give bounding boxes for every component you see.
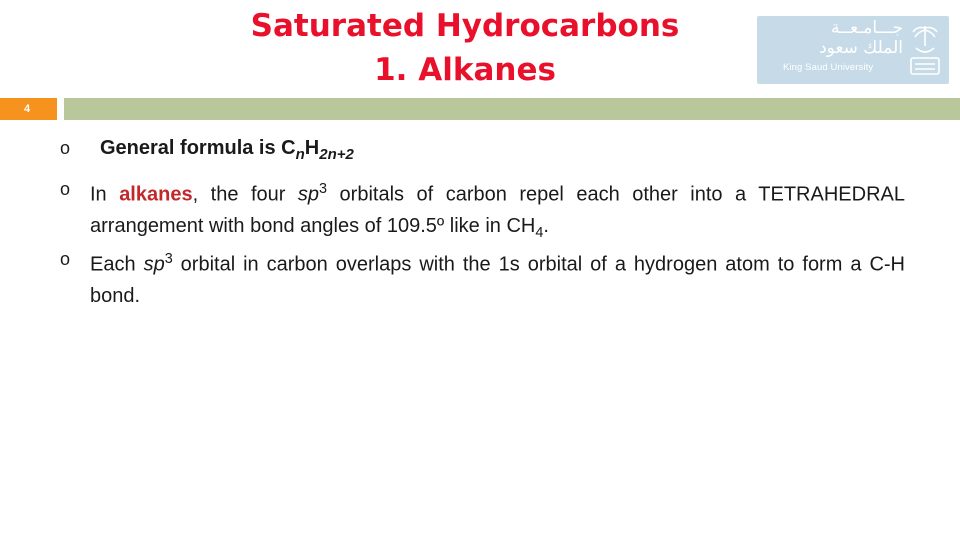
logo-arabic-line-1: جـــامـعــة (831, 18, 903, 38)
bullet-marker: o (60, 249, 71, 269)
bullet-orbital-overlap (60, 244, 905, 312)
bullet-marker: o (60, 179, 71, 199)
slide-number: 4 (0, 98, 57, 120)
logo-arabic-text (819, 18, 903, 58)
logo-english-text: King Saud University (783, 62, 874, 73)
slide-title (200, 4, 730, 92)
bullet-marker: o (60, 138, 71, 158)
bullet-text: Each $sp^3$ orbital in carbon overlaps with the 1s orbital of a hydrogen atom to form a C-H bond. (90, 251, 905, 307)
bullet-text: In alkanes, the four $sp^3$ orbitals of carbon repel each other into a TETRAHEDRAL arrangement with bond angles of 109.5º like in $CH_4$. (90, 181, 905, 241)
logo-arabic-line-2: الملك سعود (819, 38, 903, 58)
university-logo (757, 16, 949, 84)
palm-swords-emblem-icon (907, 20, 943, 78)
header-rule (64, 98, 960, 120)
bullet-general-formula (60, 133, 905, 170)
bullet-tetrahedral (60, 174, 905, 249)
title-line-1: Saturated Hydrocarbons (250, 8, 680, 44)
title-line-2: 1. Alkanes (374, 52, 556, 88)
alkanes-highlight: alkanes (119, 183, 193, 206)
bullet-text: General formula is $C_nH_{2n+2}$ (100, 137, 354, 163)
